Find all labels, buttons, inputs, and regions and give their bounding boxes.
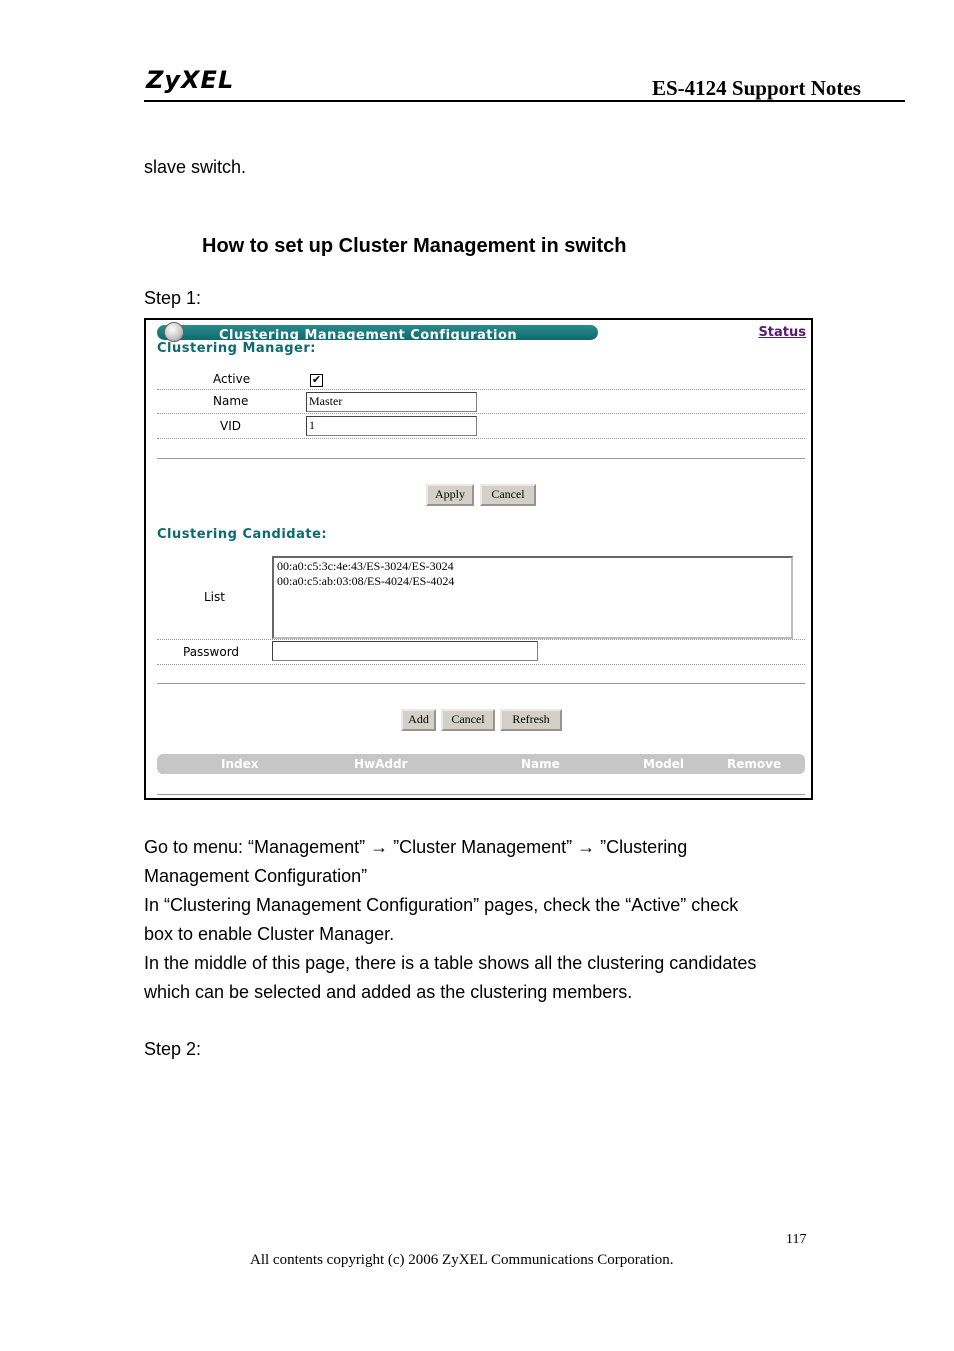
add-button[interactable]: Add bbox=[401, 709, 436, 731]
column-header-hwaddr: HwAddr bbox=[354, 757, 408, 771]
active-checkbox[interactable]: ✔ bbox=[311, 374, 322, 386]
page-title-bar bbox=[157, 325, 598, 343]
paragraph-line: In “Clustering Management Configuration” pages, check the “Active” check bbox=[144, 895, 739, 915]
members-table-header bbox=[157, 754, 805, 774]
apply-button[interactable]: Apply bbox=[426, 484, 474, 506]
column-header-name: Name bbox=[521, 757, 560, 771]
candidate-list[interactable] bbox=[272, 556, 793, 639]
zyxel-logo: ZyXEL bbox=[146, 66, 235, 94]
row-divider bbox=[157, 639, 805, 640]
section-heading: How to set up Cluster Management in switch bbox=[202, 235, 627, 257]
header-rule bbox=[144, 100, 905, 102]
clustering-manager-label: Clustering Manager: bbox=[157, 341, 316, 356]
list-label: List bbox=[204, 590, 225, 604]
section-divider bbox=[157, 683, 805, 684]
page-title: Clustering Management Configuration bbox=[219, 328, 518, 343]
row-divider bbox=[157, 664, 805, 665]
column-header-remove: Remove bbox=[727, 757, 782, 771]
status-link[interactable]: Status bbox=[758, 325, 806, 340]
paragraph-line: Management Configuration” bbox=[144, 866, 368, 886]
paragraph-line: which can be selected and added as the clustering members. bbox=[144, 982, 633, 1002]
copyright-notice: All contents copyright (c) 2006 ZyXEL Communications Corporation. bbox=[250, 1252, 674, 1268]
paragraph-line: box to enable Cluster Manager. bbox=[144, 924, 395, 944]
password-label: Password bbox=[183, 645, 240, 659]
column-header-model: Model bbox=[643, 757, 685, 771]
vid-field[interactable]: 1 bbox=[306, 416, 477, 436]
active-label: Active bbox=[213, 372, 251, 386]
document-title: ES-4124 Support Notes bbox=[652, 76, 861, 100]
step-2-label: Step 2: bbox=[144, 1039, 202, 1059]
table-bottom-rule bbox=[157, 794, 805, 795]
row-divider bbox=[157, 438, 805, 439]
row-divider bbox=[157, 413, 805, 414]
section-divider bbox=[157, 458, 805, 459]
password-field[interactable] bbox=[272, 641, 538, 661]
page-number: 117 bbox=[786, 1232, 807, 1247]
name-label: Name bbox=[213, 394, 249, 408]
candidate-cancel-button[interactable]: Cancel bbox=[441, 709, 495, 731]
vid-label: VID bbox=[220, 419, 241, 433]
refresh-button[interactable]: Refresh bbox=[500, 709, 562, 731]
candidate-list-item[interactable]: 00:a0:c5:ab:03:08/ES-4024/ES-4024 bbox=[277, 574, 455, 588]
name-field[interactable]: Master bbox=[306, 392, 477, 412]
clustering-candidate-label: Clustering Candidate: bbox=[157, 527, 328, 542]
row-divider bbox=[157, 389, 805, 390]
column-header-index: Index bbox=[221, 757, 259, 771]
paragraph-line: Go to menu: “Management” → ”Cluster Management” → ”Clustering bbox=[144, 837, 688, 857]
title-ball-icon bbox=[164, 322, 184, 342]
candidate-list-item[interactable]: 00:a0:c5:3c:4e:43/ES-3024/ES-3024 bbox=[277, 559, 454, 573]
instructions bbox=[144, 833, 844, 1007]
step-1-label: Step 1: bbox=[144, 288, 202, 308]
intro-text: slave switch. bbox=[144, 157, 247, 177]
manager-cancel-button[interactable]: Cancel bbox=[480, 484, 536, 506]
configurator-screenshot bbox=[144, 318, 813, 800]
paragraph-line: In the middle of this page, there is a table shows all the clustering candidates bbox=[144, 953, 757, 973]
